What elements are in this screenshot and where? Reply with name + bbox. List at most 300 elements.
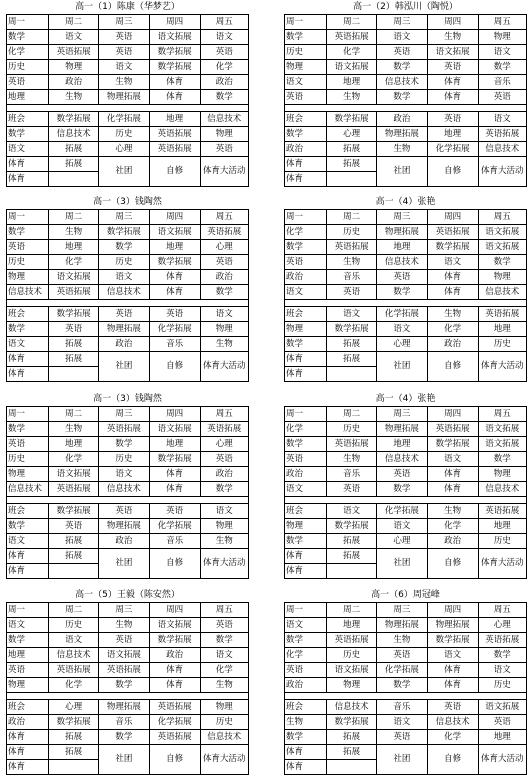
subject-cell: 生物 bbox=[327, 90, 377, 105]
timetable-title: 高一（3）钱陶然 bbox=[93, 394, 162, 404]
weekday-header: 周一 bbox=[285, 210, 327, 225]
subject-cell: 化学拓展 bbox=[376, 307, 427, 322]
subject-cell: 英语拓展 bbox=[49, 482, 99, 497]
subject-cell: 英语拓展 bbox=[200, 225, 248, 240]
subject-cell: 英语 bbox=[149, 504, 200, 519]
subject-cell: 体育 bbox=[427, 482, 478, 497]
subject-cell: 数学拓展 bbox=[49, 504, 99, 519]
subject-cell bbox=[327, 564, 377, 579]
subject-cell: 化学 bbox=[49, 452, 99, 467]
period-row bbox=[285, 549, 527, 564]
weekday-header: 周一 bbox=[7, 407, 49, 422]
timetable-title: 高一（4）张艳 bbox=[375, 394, 436, 404]
weekday-header: 周五 bbox=[200, 603, 248, 618]
period-subject-mon: 班会 bbox=[7, 112, 49, 127]
weekday-header: 周二 bbox=[327, 603, 377, 618]
period-subject-mon: 物理 bbox=[285, 519, 327, 534]
subject-cell: 体育 bbox=[427, 663, 478, 678]
subject-cell: 体育大活动 bbox=[478, 157, 526, 187]
subject-cell: 英语 bbox=[200, 45, 248, 60]
subject-cell: 物理拓展 bbox=[98, 700, 149, 715]
timetable-grid bbox=[6, 209, 249, 382]
subject-cell: 物理拓展 bbox=[98, 90, 149, 105]
subject-cell: 数学 bbox=[98, 240, 149, 255]
subject-cell: 英语 bbox=[427, 60, 478, 75]
period-row bbox=[7, 142, 249, 157]
subject-cell: 化学拓展 bbox=[149, 322, 200, 337]
subject-cell: 拓展 bbox=[49, 745, 99, 760]
subject-cell: 地理 bbox=[327, 618, 377, 633]
subject-cell: 历史 bbox=[478, 678, 526, 693]
period-subject-mon: 化学 bbox=[285, 225, 327, 240]
subject-cell: 化学 bbox=[427, 322, 478, 337]
period-row bbox=[285, 90, 527, 105]
period-subject-mon: 数学 bbox=[7, 225, 49, 240]
subject-cell: 语文 bbox=[98, 467, 149, 482]
weekday-header: 周四 bbox=[149, 210, 200, 225]
subject-cell: 地理 bbox=[149, 240, 200, 255]
subject-cell: 化学拓展 bbox=[376, 504, 427, 519]
subject-cell: 信息技术 bbox=[98, 285, 149, 300]
period-row bbox=[285, 322, 527, 337]
period-subject-mon: 体育 bbox=[285, 172, 327, 187]
subject-cell: 数学拓展 bbox=[427, 633, 478, 648]
subject-cell: 自修 bbox=[427, 352, 478, 382]
subject-cell: 数学拓展 bbox=[327, 519, 377, 534]
subject-cell: 语文 bbox=[200, 648, 248, 663]
subject-cell: 语文拓展 bbox=[478, 437, 526, 452]
subject-cell: 语文拓展 bbox=[478, 422, 526, 437]
subject-cell: 物理 bbox=[200, 700, 248, 715]
period-row bbox=[7, 633, 249, 648]
weekday-header: 周一 bbox=[7, 603, 49, 618]
period-subject-mon: 班会 bbox=[7, 700, 49, 715]
subject-cell: 语文 bbox=[327, 307, 377, 322]
subject-cell: 物理拓展 bbox=[427, 618, 478, 633]
subject-cell: 历史 bbox=[49, 618, 99, 633]
subject-cell: 历史 bbox=[478, 337, 526, 352]
subject-cell: 信息技术 bbox=[200, 112, 248, 127]
period-row bbox=[7, 337, 249, 352]
lunch-gap-row bbox=[7, 497, 249, 504]
weekday-header: 周三 bbox=[376, 603, 427, 618]
subject-cell: 英语 bbox=[376, 270, 427, 285]
subject-cell: 化学 bbox=[49, 255, 99, 270]
period-subject-mon: 政治 bbox=[285, 142, 327, 157]
subject-cell: 数学拓展 bbox=[427, 240, 478, 255]
weekday-header-row bbox=[285, 210, 527, 225]
subject-cell: 英语拓展 bbox=[49, 45, 99, 60]
subject-cell: 生物 bbox=[200, 337, 248, 352]
subject-cell: 体育 bbox=[427, 90, 478, 105]
gap-cell bbox=[7, 693, 49, 700]
subject-cell: 心理 bbox=[200, 240, 248, 255]
subject-cell: 社团 bbox=[376, 157, 427, 187]
subject-cell: 数学拓展 bbox=[149, 45, 200, 60]
period-row bbox=[285, 422, 527, 437]
subject-cell: 英语 bbox=[376, 730, 427, 745]
period-row bbox=[7, 240, 249, 255]
gap-cell bbox=[285, 693, 327, 700]
subject-cell: 生物 bbox=[49, 225, 99, 240]
subject-cell: 化学拓展 bbox=[376, 663, 427, 678]
period-subject-mon: 数学 bbox=[285, 337, 327, 352]
subject-cell: 英语 bbox=[427, 112, 478, 127]
timetable-grid bbox=[284, 14, 527, 187]
subject-cell: 音乐 bbox=[149, 337, 200, 352]
subject-cell: 生物 bbox=[327, 452, 377, 467]
subject-cell: 心理 bbox=[478, 618, 526, 633]
period-row bbox=[7, 678, 249, 693]
period-row bbox=[285, 157, 527, 172]
period-subject-mon: 信息技术 bbox=[7, 482, 49, 497]
subject-cell: 社团 bbox=[98, 157, 149, 187]
subject-cell bbox=[327, 367, 377, 382]
subject-cell: 生物 bbox=[376, 633, 427, 648]
period-row bbox=[285, 467, 527, 482]
subject-cell: 数学拓展 bbox=[49, 715, 99, 730]
subject-cell: 历史 bbox=[327, 648, 377, 663]
timetable-grid bbox=[6, 406, 249, 579]
period-subject-mon: 语文 bbox=[7, 142, 49, 157]
weekday-header: 周五 bbox=[200, 15, 248, 30]
subject-cell: 语文拓展 bbox=[478, 240, 526, 255]
subject-cell: 化学 bbox=[427, 730, 478, 745]
lunch-gap-row bbox=[7, 105, 249, 112]
timetable-title: 高一（2）韩泓川（陶悦） bbox=[353, 2, 458, 12]
period-row bbox=[7, 127, 249, 142]
subject-cell bbox=[49, 760, 99, 775]
timetable-grid bbox=[284, 602, 527, 775]
period-subject-mon: 体育 bbox=[7, 172, 49, 187]
subject-cell: 物理拓展 bbox=[98, 322, 149, 337]
period-subject-mon: 信息技术 bbox=[7, 285, 49, 300]
period-row bbox=[285, 60, 527, 75]
subject-cell: 英语 bbox=[98, 307, 149, 322]
period-row bbox=[7, 467, 249, 482]
subject-cell: 音乐 bbox=[327, 467, 377, 482]
gap-cell bbox=[327, 105, 377, 112]
subject-cell: 英语 bbox=[98, 45, 149, 60]
subject-cell: 英语 bbox=[427, 700, 478, 715]
subject-cell: 地理 bbox=[427, 127, 478, 142]
subject-cell: 英语 bbox=[478, 90, 526, 105]
subject-cell: 体育 bbox=[427, 285, 478, 300]
weekday-header: 周五 bbox=[478, 407, 526, 422]
subject-cell: 化学 bbox=[200, 663, 248, 678]
weekday-header: 周五 bbox=[478, 210, 526, 225]
weekday-header: 周五 bbox=[200, 210, 248, 225]
period-subject-mon: 体育 bbox=[7, 157, 49, 172]
subject-cell: 英语 bbox=[376, 45, 427, 60]
period-subject-mon: 体育 bbox=[7, 745, 49, 760]
gap-cell bbox=[49, 693, 99, 700]
subject-cell: 语文 bbox=[427, 648, 478, 663]
subject-cell: 物理 bbox=[49, 60, 99, 75]
subject-cell: 信息技术 bbox=[478, 285, 526, 300]
subject-cell: 信息技术 bbox=[327, 700, 377, 715]
subject-cell: 生物 bbox=[200, 678, 248, 693]
subject-cell: 物理 bbox=[200, 322, 248, 337]
subject-cell: 体育 bbox=[427, 75, 478, 90]
weekday-header: 周四 bbox=[149, 15, 200, 30]
period-subject-mon: 体育 bbox=[7, 760, 49, 775]
subject-cell: 地理 bbox=[149, 437, 200, 452]
weekday-header: 周二 bbox=[49, 407, 99, 422]
subject-cell: 拓展 bbox=[49, 730, 99, 745]
subject-cell: 音乐 bbox=[327, 270, 377, 285]
lunch-gap-row bbox=[285, 497, 527, 504]
subject-cell: 体育 bbox=[149, 75, 200, 90]
period-row bbox=[7, 730, 249, 745]
weekday-header: 周二 bbox=[49, 15, 99, 30]
timetable-grid bbox=[6, 14, 249, 187]
gap-cell bbox=[149, 105, 200, 112]
period-row bbox=[7, 60, 249, 75]
gap-cell bbox=[376, 300, 427, 307]
subject-cell: 社团 bbox=[376, 745, 427, 775]
weekday-header: 周三 bbox=[98, 407, 149, 422]
period-row bbox=[285, 745, 527, 760]
gap-cell bbox=[478, 497, 526, 504]
period-row bbox=[7, 352, 249, 367]
subject-cell: 数学 bbox=[200, 285, 248, 300]
subject-cell: 历史 bbox=[478, 534, 526, 549]
subject-cell: 英语 bbox=[327, 285, 377, 300]
subject-cell: 拓展 bbox=[327, 745, 377, 760]
subject-cell: 英语拓展 bbox=[327, 240, 377, 255]
subject-cell: 心理 bbox=[200, 437, 248, 452]
period-row bbox=[285, 127, 527, 142]
period-row bbox=[285, 307, 527, 322]
period-subject-mon: 体育 bbox=[285, 760, 327, 775]
subject-cell: 英语拓展 bbox=[49, 663, 99, 678]
subject-cell: 语文 bbox=[200, 307, 248, 322]
subject-cell: 信息技术 bbox=[49, 127, 99, 142]
subject-cell: 英语拓展 bbox=[478, 633, 526, 648]
period-subject-mon: 数学 bbox=[285, 633, 327, 648]
subject-cell: 语文 bbox=[327, 504, 377, 519]
subject-cell: 语文拓展 bbox=[49, 467, 99, 482]
weekday-header: 周五 bbox=[478, 603, 526, 618]
period-subject-mon: 政治 bbox=[7, 715, 49, 730]
subject-cell: 语文拓展 bbox=[478, 225, 526, 240]
gap-cell bbox=[427, 497, 478, 504]
period-row bbox=[7, 534, 249, 549]
subject-cell: 数学 bbox=[376, 90, 427, 105]
subject-cell: 英语拓展 bbox=[427, 225, 478, 240]
period-subject-mon: 历史 bbox=[7, 60, 49, 75]
subject-cell: 数学 bbox=[200, 482, 248, 497]
period-row bbox=[285, 534, 527, 549]
subject-cell: 音乐 bbox=[478, 75, 526, 90]
subject-cell: 语文 bbox=[427, 255, 478, 270]
subject-cell: 数学拓展 bbox=[327, 322, 377, 337]
subject-cell: 生物 bbox=[98, 75, 149, 90]
gap-cell bbox=[7, 497, 49, 504]
period-row bbox=[7, 519, 249, 534]
subject-cell: 语文 bbox=[49, 30, 99, 45]
weekday-header: 周四 bbox=[149, 407, 200, 422]
gap-cell bbox=[327, 497, 377, 504]
period-subject-mon: 体育 bbox=[7, 549, 49, 564]
period-row bbox=[7, 112, 249, 127]
weekday-header: 周四 bbox=[427, 603, 478, 618]
subject-cell: 心理 bbox=[376, 534, 427, 549]
subject-cell: 社团 bbox=[98, 352, 149, 382]
subject-cell bbox=[49, 172, 99, 187]
subject-cell: 英语拓展 bbox=[49, 285, 99, 300]
subject-cell: 政治 bbox=[98, 337, 149, 352]
subject-cell: 地理 bbox=[149, 112, 200, 127]
period-subject-mon: 生物 bbox=[285, 715, 327, 730]
period-subject-mon: 语文 bbox=[7, 618, 49, 633]
subject-cell: 自修 bbox=[427, 157, 478, 187]
period-row bbox=[285, 482, 527, 497]
subject-cell: 历史 bbox=[98, 452, 149, 467]
period-subject-mon: 体育 bbox=[285, 367, 327, 382]
gap-cell bbox=[376, 105, 427, 112]
subject-cell: 英语 bbox=[98, 633, 149, 648]
gap-cell bbox=[427, 693, 478, 700]
period-subject-mon: 语文 bbox=[7, 534, 49, 549]
lunch-gap-row bbox=[285, 300, 527, 307]
period-row bbox=[285, 648, 527, 663]
period-row bbox=[285, 504, 527, 519]
subject-cell: 数学拓展 bbox=[327, 112, 377, 127]
period-subject-mon: 班会 bbox=[285, 307, 327, 322]
subject-cell: 拓展 bbox=[49, 157, 99, 172]
subject-cell: 英语拓展 bbox=[149, 127, 200, 142]
subject-cell: 生物 bbox=[427, 307, 478, 322]
subject-cell: 信息技术 bbox=[200, 730, 248, 745]
period-row bbox=[285, 285, 527, 300]
subject-cell: 政治 bbox=[49, 75, 99, 90]
period-subject-mon: 数学 bbox=[285, 730, 327, 745]
period-row bbox=[285, 45, 527, 60]
subject-cell: 自修 bbox=[149, 157, 200, 187]
subject-cell: 体育大活动 bbox=[200, 157, 248, 187]
period-row bbox=[285, 730, 527, 745]
gap-cell bbox=[285, 105, 327, 112]
period-subject-mon: 班会 bbox=[7, 307, 49, 322]
subject-cell: 语文 bbox=[200, 30, 248, 45]
subject-cell: 数学拓展 bbox=[149, 452, 200, 467]
subject-cell: 地理 bbox=[376, 240, 427, 255]
subject-cell: 拓展 bbox=[327, 352, 377, 367]
subject-cell: 社团 bbox=[376, 549, 427, 579]
subject-cell: 物理 bbox=[200, 519, 248, 534]
period-subject-mon: 数学 bbox=[7, 422, 49, 437]
period-row bbox=[285, 30, 527, 45]
period-row bbox=[7, 452, 249, 467]
subject-cell: 政治 bbox=[200, 270, 248, 285]
subject-cell: 历史 bbox=[98, 127, 149, 142]
weekday-header-row bbox=[7, 15, 249, 30]
period-subject-mon: 体育 bbox=[285, 157, 327, 172]
period-row bbox=[7, 549, 249, 564]
period-subject-mon: 体育 bbox=[285, 549, 327, 564]
period-row bbox=[285, 715, 527, 730]
subject-cell: 语文拓展 bbox=[49, 270, 99, 285]
subject-cell: 英语 bbox=[98, 30, 149, 45]
gap-cell bbox=[427, 105, 478, 112]
subject-cell: 英语拓展 bbox=[327, 30, 377, 45]
subject-cell: 物理拓展 bbox=[376, 225, 427, 240]
gap-cell bbox=[200, 300, 248, 307]
subject-cell: 信息技术 bbox=[376, 255, 427, 270]
weekday-header: 周一 bbox=[285, 15, 327, 30]
subject-cell: 英语 bbox=[327, 482, 377, 497]
weekday-header: 周二 bbox=[49, 210, 99, 225]
subject-cell: 地理 bbox=[478, 730, 526, 745]
subject-cell: 自修 bbox=[149, 549, 200, 579]
period-row bbox=[7, 75, 249, 90]
subject-cell: 语文拓展 bbox=[149, 422, 200, 437]
period-row bbox=[7, 482, 249, 497]
subject-cell: 数学 bbox=[98, 730, 149, 745]
timetable-grid bbox=[284, 406, 527, 579]
gap-cell bbox=[285, 497, 327, 504]
weekday-header: 周一 bbox=[7, 15, 49, 30]
gap-cell bbox=[478, 300, 526, 307]
gap-cell bbox=[427, 300, 478, 307]
gap-cell bbox=[478, 693, 526, 700]
period-subject-mon: 数学 bbox=[285, 240, 327, 255]
subject-cell: 拓展 bbox=[49, 142, 99, 157]
period-subject-mon: 班会 bbox=[285, 700, 327, 715]
period-row bbox=[285, 337, 527, 352]
period-subject-mon: 语文 bbox=[285, 482, 327, 497]
subject-cell: 物理拓展 bbox=[376, 127, 427, 142]
period-subject-mon: 物理 bbox=[7, 678, 49, 693]
subject-cell: 体育 bbox=[149, 467, 200, 482]
subject-cell: 拓展 bbox=[327, 549, 377, 564]
period-subject-mon: 化学 bbox=[285, 422, 327, 437]
subject-cell: 数学 bbox=[478, 648, 526, 663]
weekday-header-row bbox=[7, 407, 249, 422]
subject-cell: 信息技术 bbox=[376, 452, 427, 467]
period-subject-mon: 语文 bbox=[285, 285, 327, 300]
subject-cell: 体育 bbox=[427, 467, 478, 482]
subject-cell: 英语 bbox=[49, 519, 99, 534]
subject-cell: 拓展 bbox=[49, 549, 99, 564]
subject-cell: 自修 bbox=[149, 352, 200, 382]
period-subject-mon: 历史 bbox=[7, 255, 49, 270]
period-row bbox=[7, 90, 249, 105]
subject-cell: 数学 bbox=[98, 678, 149, 693]
subject-cell: 体育 bbox=[149, 285, 200, 300]
subject-cell: 政治 bbox=[149, 648, 200, 663]
gap-cell bbox=[327, 300, 377, 307]
subject-cell: 语文 bbox=[376, 715, 427, 730]
subject-cell: 拓展 bbox=[49, 337, 99, 352]
period-subject-mon: 历史 bbox=[7, 452, 49, 467]
subject-cell: 历史 bbox=[98, 255, 149, 270]
period-subject-mon: 英语 bbox=[285, 90, 327, 105]
subject-cell: 语文 bbox=[478, 45, 526, 60]
period-row bbox=[7, 285, 249, 300]
weekday-header: 周五 bbox=[478, 15, 526, 30]
subject-cell: 数学拓展 bbox=[98, 225, 149, 240]
period-row bbox=[7, 745, 249, 760]
subject-cell: 地理 bbox=[327, 75, 377, 90]
subject-cell: 英语拓展 bbox=[98, 663, 149, 678]
period-row bbox=[7, 437, 249, 452]
lunch-gap-row bbox=[285, 105, 527, 112]
period-row bbox=[285, 700, 527, 715]
gap-cell bbox=[149, 497, 200, 504]
